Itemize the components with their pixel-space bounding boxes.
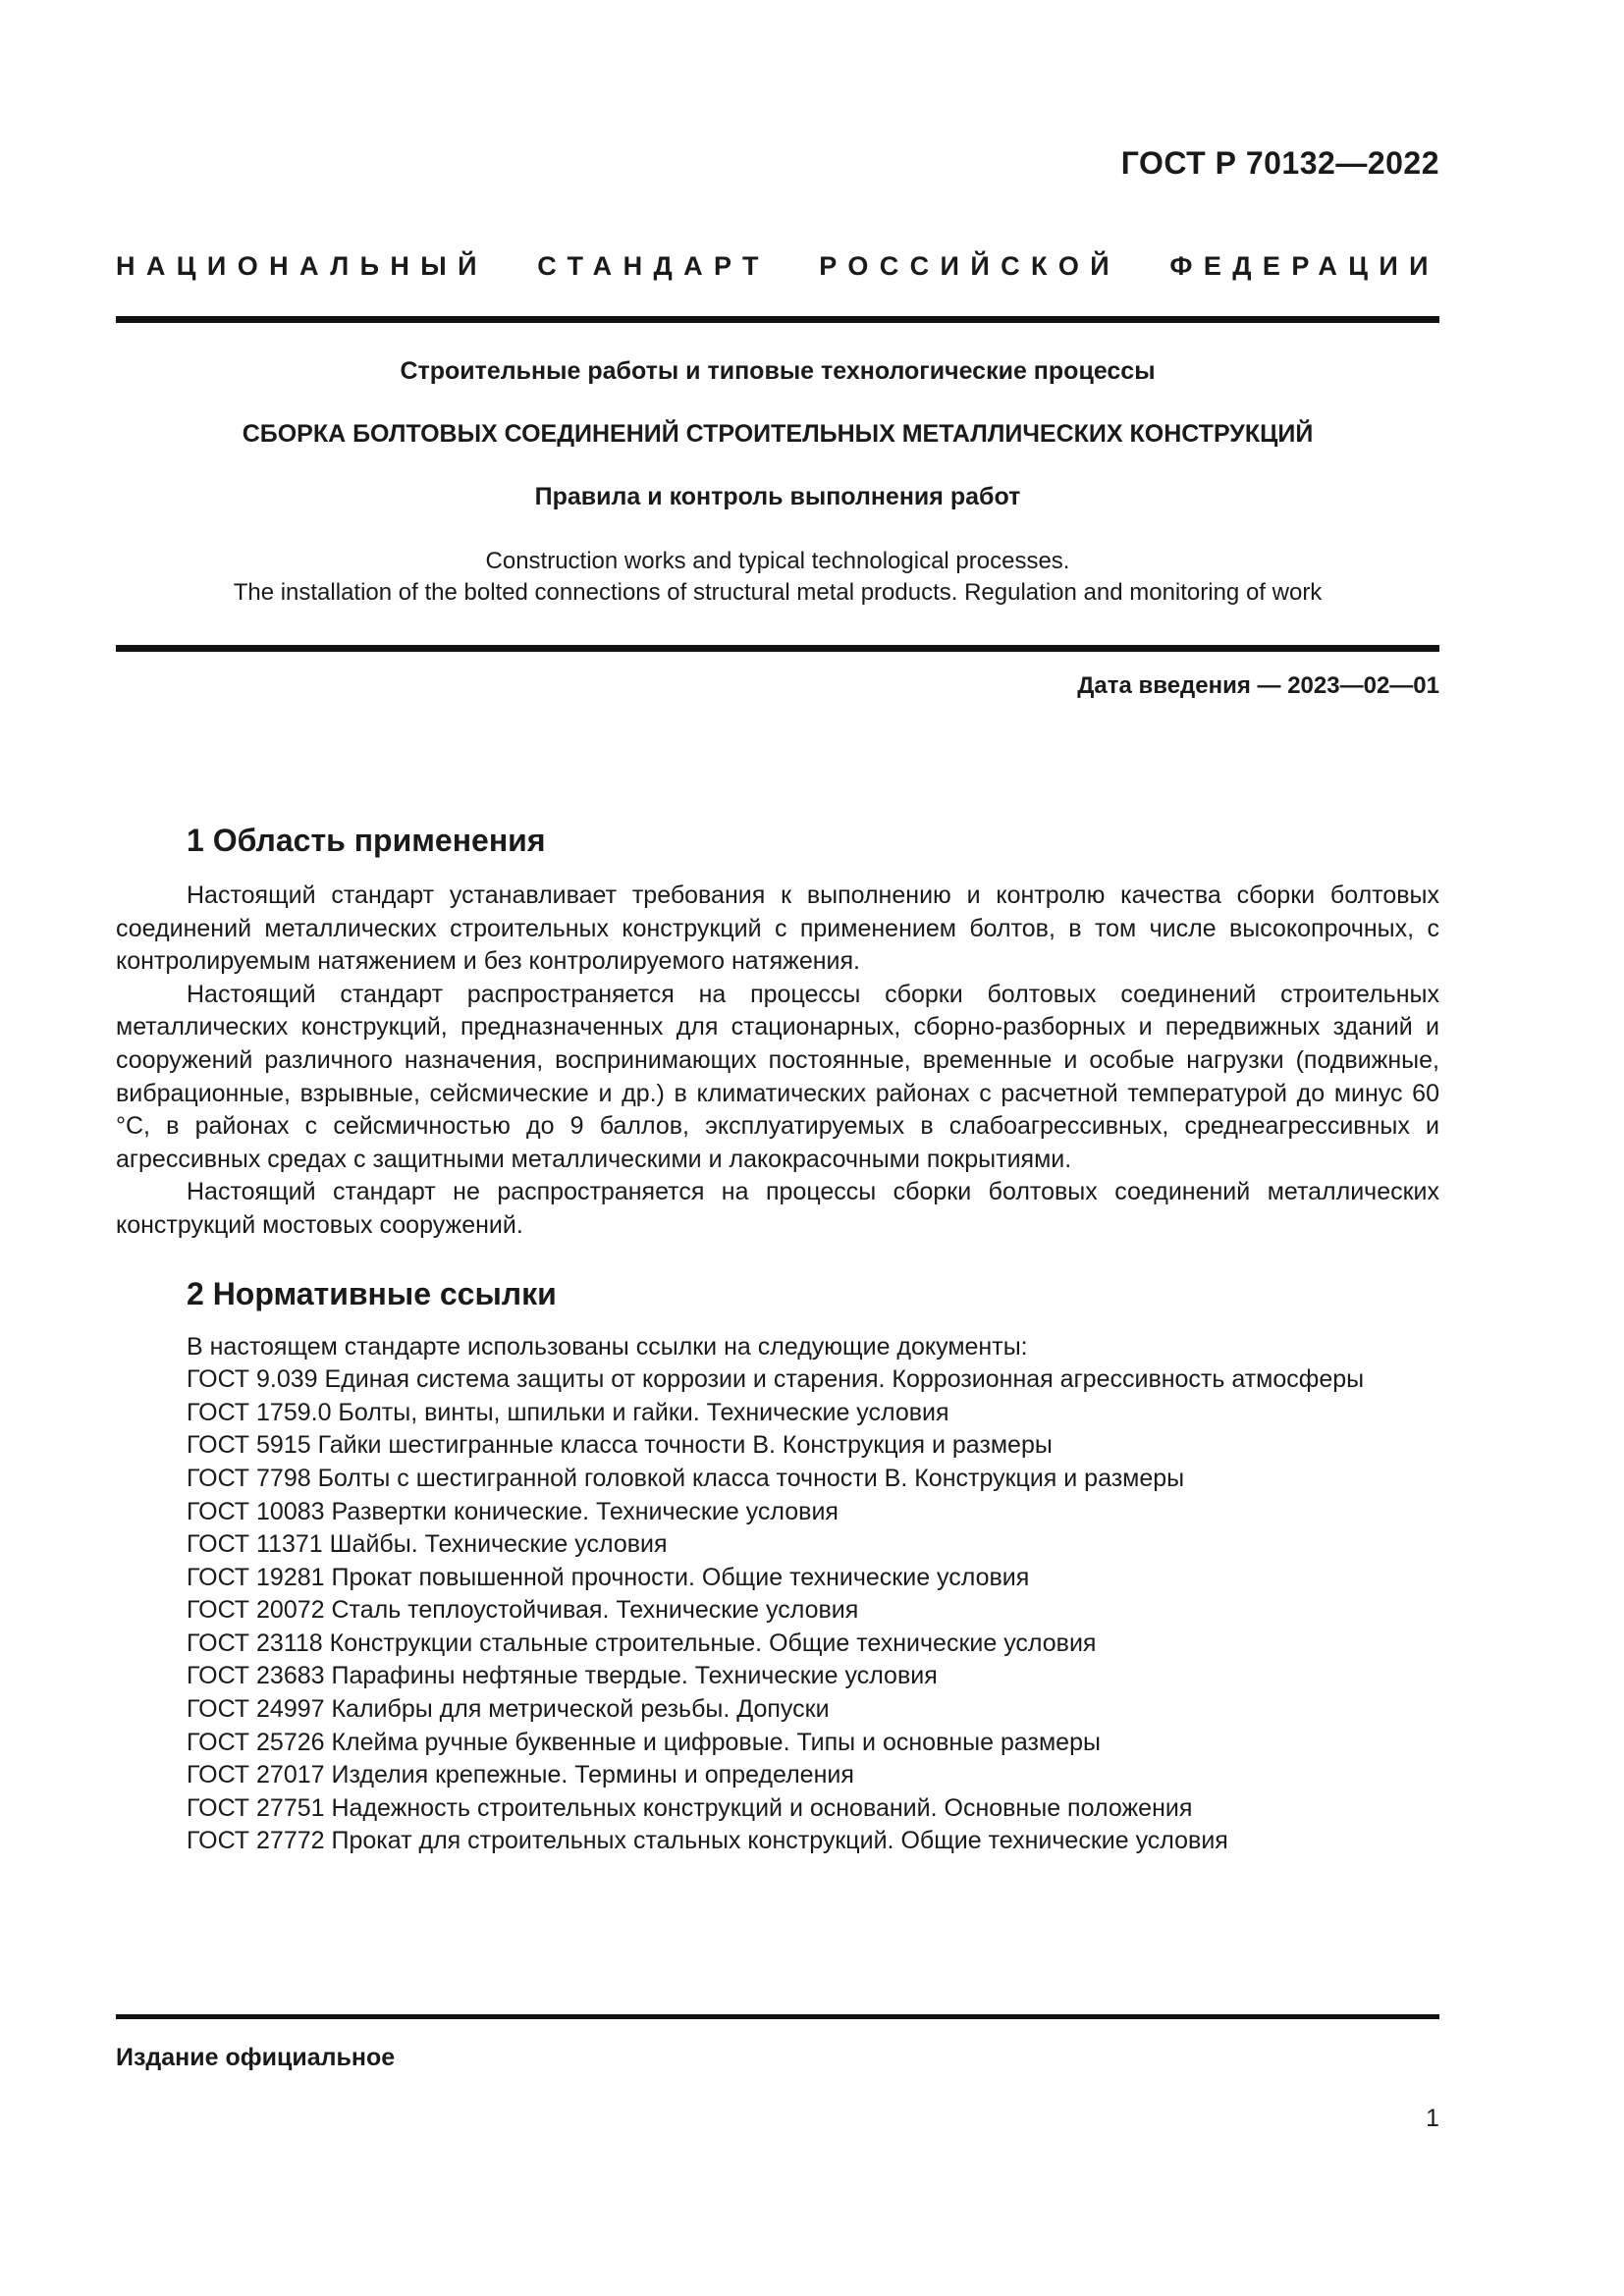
reference-item: ГОСТ 27772 Прокат для строительных стальных конструкций. Общие технические условия (187, 1827, 1228, 1855)
edition-label: Издание официальное (116, 2044, 396, 2071)
english-title (116, 546, 1439, 609)
reference-item: ГОСТ 19281 Прокат повышенной прочности. Общие технические условия (187, 1563, 1030, 1591)
reference-item: ГОСТ 24997 Калибры для метрической резьбы. Допуски (187, 1695, 830, 1724)
reference-item: ГОСТ 27017 Изделия крепежные. Термины и определения (187, 1761, 854, 1789)
section-2-title: 2 Нормативные ссылки (187, 1275, 557, 1311)
section-1-paragraph: Настоящий стандарт распространяется на процессы сборки болтовых соединений строительных металлических конструкций, предназначенных для стационарных, сборно-разборных и передвижных зданий и сооружений различного назначения, воспринимающих постоянные, временные и особые нагрузки (подвижные, вибрационные, взрывные, сейсмические и др.) в климатических районах с расчетной температурой до минус 60 °С, в районах с сейсмичностью до 9 баллов, эксплуатируемых в слабоагрессивных, среднеагрессивных и агрессивных средах с защитными металлическими и лакокрасочными покрытиями. (116, 980, 1439, 1173)
main-content (116, 821, 1439, 1858)
reference-item: ГОСТ 7798 Болты с шестигранной головкой класса точности В. Конструкция и размеры (187, 1464, 1185, 1492)
title-divider (116, 645, 1439, 652)
reference-item: ГОСТ 27751 Надежность строительных конструкций и оснований. Основные положения (187, 1793, 1193, 1822)
standard-number: ГОСТ Р 70132—2022 (1120, 145, 1439, 181)
reference-item: ГОСТ 9.039 Единая система защиты от коррозии и старения. Коррозионная агрессивность атмосферы (187, 1365, 1365, 1394)
reference-item: ГОСТ 5915 Гайки шестигранные класса точности В. Конструкция и размеры (187, 1431, 1053, 1460)
footer-divider (116, 2014, 1439, 2019)
reference-item: ГОСТ 10083 Развертки конические. Технические условия (187, 1497, 839, 1525)
top-divider (116, 316, 1439, 323)
reference-item: ГОСТ 1759.0 Болты, винты, шпильки и гайки. Технические условия (187, 1398, 949, 1426)
english-title-line2: The installation of the bolted connections of structural metal products. Regulation and monitoring of work (233, 579, 1323, 606)
page-number: 1 (1426, 2105, 1439, 2132)
document-title: СБОРКА БОЛТОВЫХ СОЕДИНЕНИЙ СТРОИТЕЛЬНЫХ МЕТАЛЛИЧЕСКИХ КОНСТРУКЦИЙ (242, 420, 1314, 448)
document-subtitle: Строительные работы и типовые технологические процессы (400, 357, 1156, 385)
references-intro: В настоящем стандарте использованы ссылки на следующие документы: (187, 1332, 1028, 1361)
national-standard-heading: НАЦИОНАЛЬНЫЙ СТАНДАРТ РОССИЙСКОЙ ФЕДЕРАЦИИ (116, 251, 1439, 281)
section-1-paragraph: Настоящий стандарт не распространяется на процессы сборки болтовых соединений металлических конструкций мостовых сооружений. (116, 1178, 1439, 1239)
english-title-line1: Construction works and typical technological processes. (485, 548, 1070, 574)
reference-item: ГОСТ 23118 Конструкции стальные строительные. Общие технические условия (187, 1629, 1097, 1657)
reference-item: ГОСТ 11371 Шайбы. Технические условия (187, 1530, 668, 1559)
reference-item: ГОСТ 25726 Клейма ручные буквенные и цифровые. Типы и основные размеры (187, 1728, 1101, 1756)
intro-date: Дата введения — 2023—02—01 (1077, 672, 1439, 699)
section-1-paragraph: Настоящий стандарт устанавливает требования к выполнению и контролю качества сборки болтовых соединений металлических строительных конструкций с применением болтов, в том числе высокопрочных, с контролируемым натяжением и без контролируемого натяжения. (116, 881, 1439, 976)
section-1-title: 1 Область применения (187, 823, 546, 858)
section-1-body (116, 880, 1439, 1243)
section-2-body (116, 1331, 1439, 1859)
reference-item: ГОСТ 23683 Парафины нефтяные твердые. Технические условия (187, 1662, 938, 1690)
reference-item: ГОСТ 20072 Сталь теплоустойчивая. Технические условия (187, 1596, 859, 1625)
document-title-rules: Правила и контроль выполнения работ (534, 483, 1021, 510)
